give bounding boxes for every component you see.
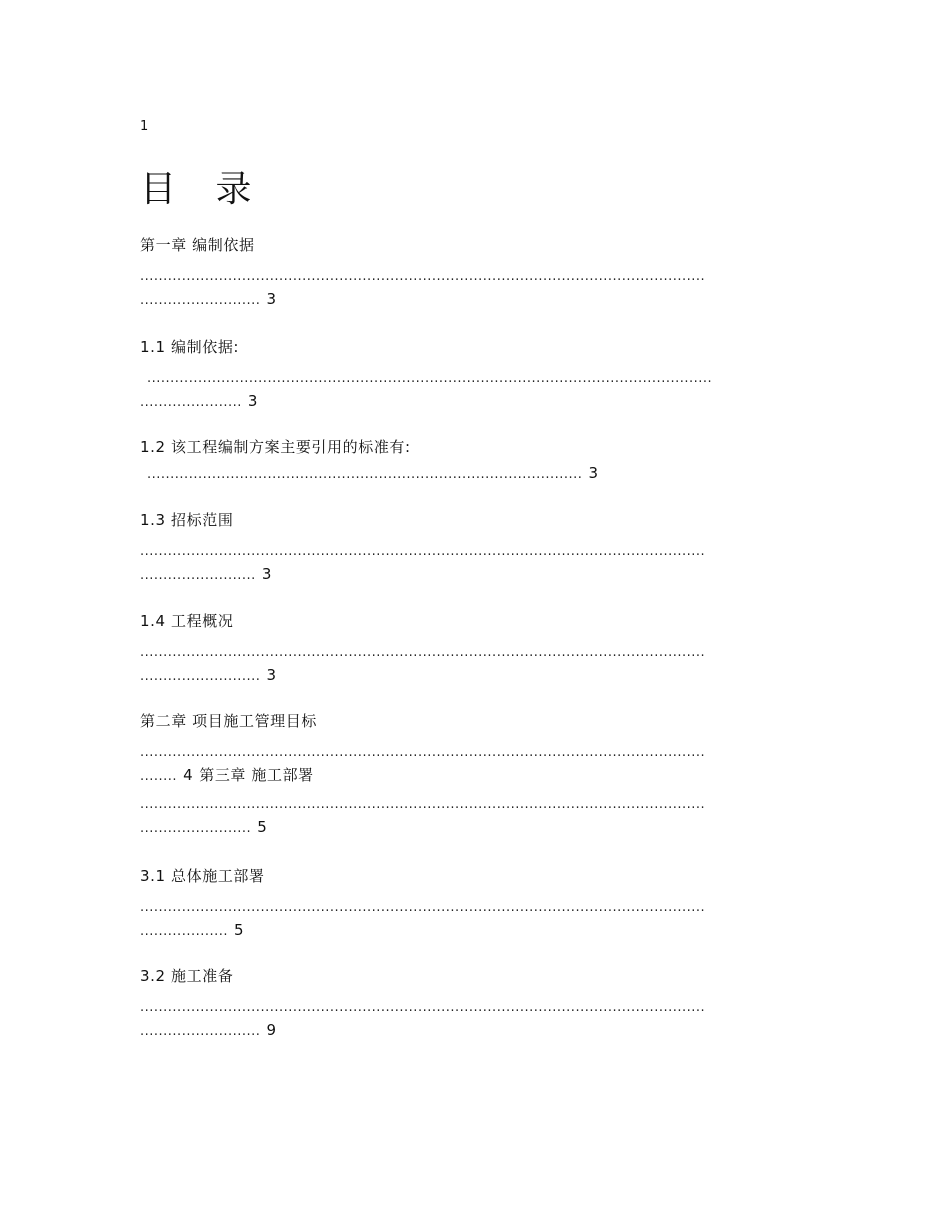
toc-entry-label: 1.4 工程概况: [140, 612, 234, 630]
toc-entry-label: 1.3 招标范围: [140, 511, 234, 529]
toc-page: [140, 0, 808, 1230]
toc-entry-tail: [140, 392, 808, 410]
toc-entry-tail: [140, 666, 808, 684]
toc-entry-tail: [140, 766, 808, 784]
toc-dot-leader: ..........................................................................................................................: [140, 270, 706, 284]
toc-entry-chapter-2[interactable]: [140, 712, 808, 784]
toc-entry-label-chapter-3: 第三章 施工部署: [199, 766, 314, 784]
toc-dot-leader: ..........................................................................................................................: [140, 646, 706, 660]
toc-page-number: 3: [266, 290, 277, 308]
toc-entry-tail: [140, 290, 808, 308]
toc-dot-leader: ..........................................................................................................................: [140, 545, 706, 559]
toc-page-number: 9: [266, 1021, 277, 1039]
toc-entry-label: 3.1 总体施工部署: [140, 867, 265, 885]
toc-entry-label: 第二章 项目施工管理目标: [140, 712, 317, 730]
toc-entry-1-1[interactable]: [140, 338, 808, 410]
toc-page-number: 4: [183, 766, 194, 784]
toc-page-number: 5: [257, 818, 268, 836]
toc-dot-leader: ...................: [140, 924, 229, 939]
toc-dot-leader: ..............................................................................................: [147, 467, 583, 482]
toc-dot-leader: ......................: [140, 395, 242, 410]
toc-entry-1-3[interactable]: [140, 511, 808, 583]
toc-dot-leader: ........................: [140, 821, 252, 836]
toc-page-number: 3: [261, 565, 272, 583]
toc-page-number: 3: [588, 464, 599, 482]
toc-dot-leader: ..........................................................................................................................: [140, 1001, 706, 1015]
toc-entry-tail: [140, 818, 808, 836]
toc-dot-leader: ..........................................................................................................................: [140, 798, 706, 812]
toc-entry-chapter-3[interactable]: [140, 798, 808, 836]
page-number: 1: [140, 119, 149, 134]
toc-entry-label: 1.1 编制依据:: [140, 338, 240, 356]
toc-entry-label: 1.2 该工程编制方案主要引用的标准有:: [140, 438, 411, 456]
toc-entry-tail: [140, 565, 808, 583]
toc-dot-leader: ..........................: [140, 1024, 261, 1039]
toc-entry-3-1[interactable]: [140, 867, 808, 939]
toc-entry-tail: [140, 1021, 808, 1039]
toc-entry-1-4[interactable]: [140, 612, 808, 684]
toc-entry-label: 3.2 施工准备: [140, 967, 234, 985]
toc-entry-1-2[interactable]: [140, 438, 808, 482]
toc-dot-leader: .........................: [140, 568, 256, 583]
toc-dot-leader: ..........................: [140, 293, 261, 308]
toc-entry-tail: [140, 921, 808, 939]
toc-entry-3-2[interactable]: [140, 967, 808, 1039]
toc-page-number: 3: [266, 666, 277, 684]
toc-dot-leader: ..........................................................................................................................: [140, 746, 706, 760]
toc-entry-tail: [140, 464, 808, 482]
toc-dot-leader: ........: [140, 769, 178, 784]
toc-page-number: 3: [247, 392, 259, 410]
toc-dot-leader: ..........................: [140, 669, 261, 684]
toc-entry-label: 第一章 编制依据: [140, 236, 255, 254]
toc-dot-leader: ..........................................................................................................................: [140, 901, 706, 915]
toc-dot-leader: ..........................................................................................................................: [147, 372, 713, 386]
toc-entry-chapter-1[interactable]: [140, 236, 808, 308]
toc-title: 目 录: [140, 169, 266, 210]
toc-page-number: 5: [234, 921, 245, 939]
